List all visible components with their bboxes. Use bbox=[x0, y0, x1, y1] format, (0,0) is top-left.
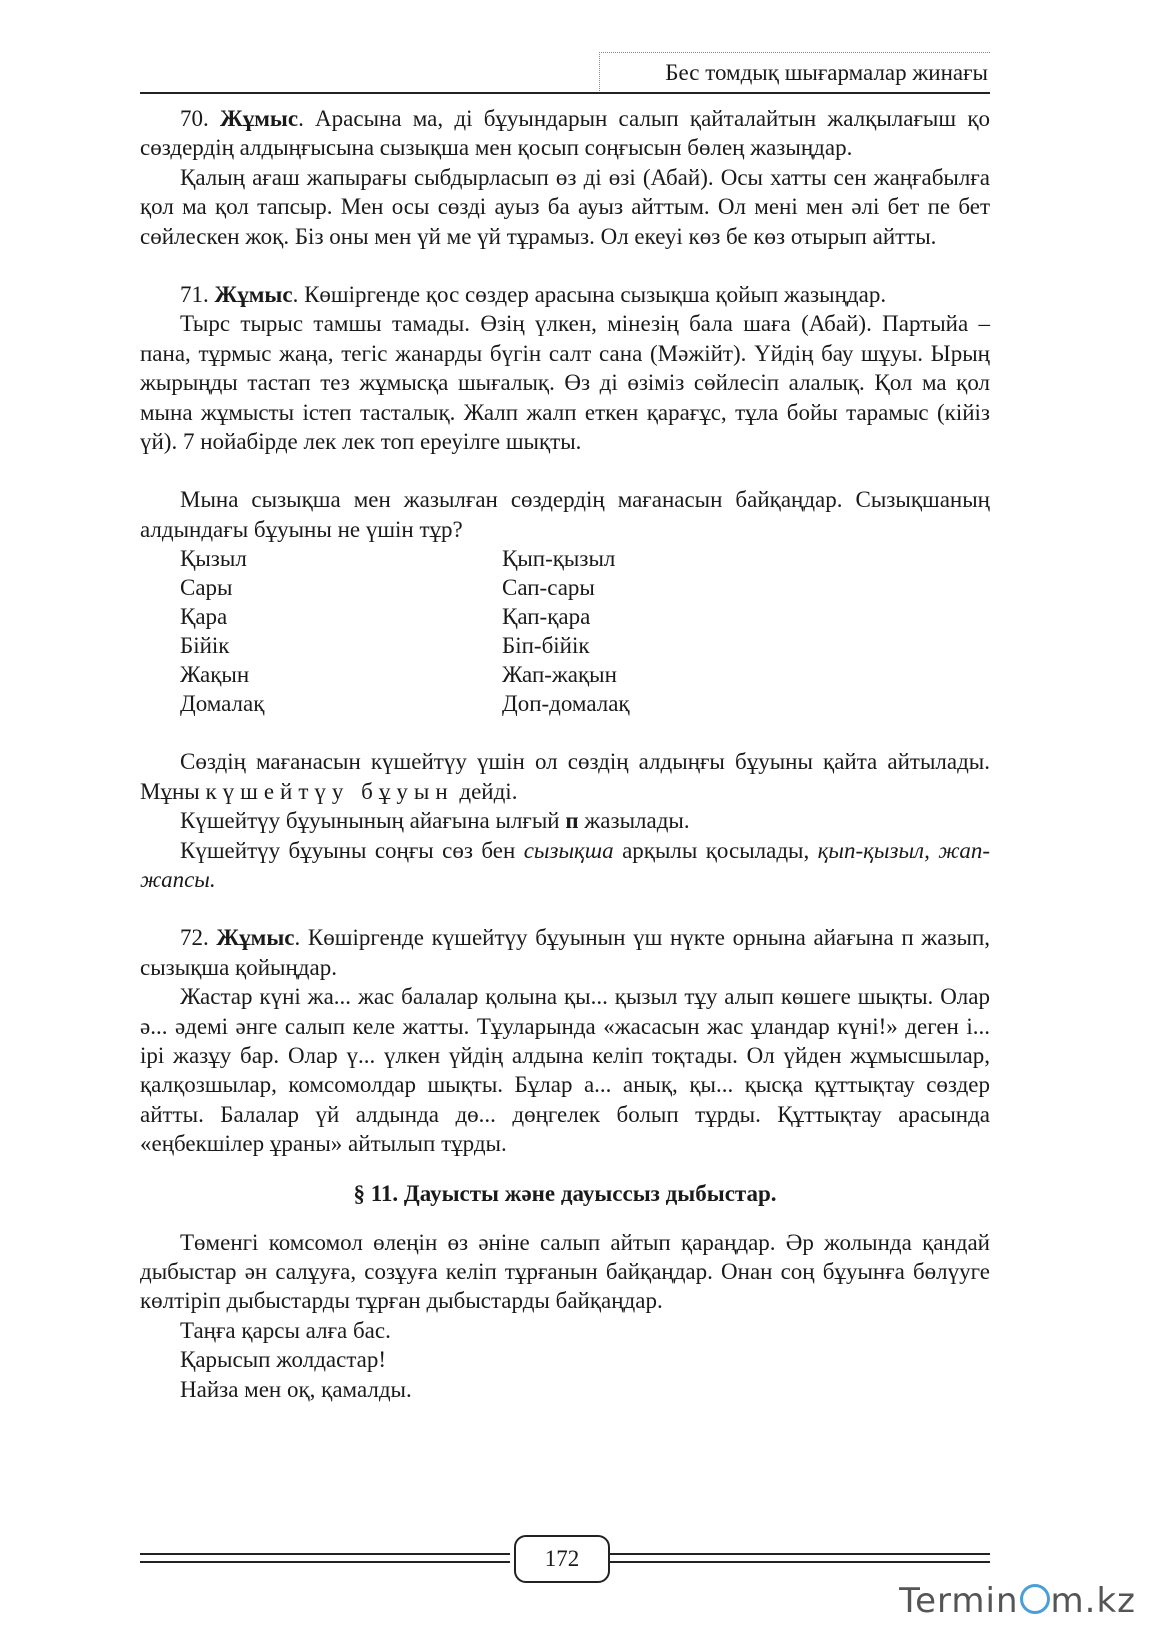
base-word: Жақын bbox=[180, 662, 250, 688]
word-pairs-list bbox=[180, 544, 990, 718]
intensified-word: Қап-қара bbox=[502, 604, 591, 630]
word-pair bbox=[180, 573, 990, 602]
question-paragraph: Мына сызықша мен жазылған сөздердің мағанасын байқаңдар. Сызықшаның алдындағы бұуыны не үшін тұр? bbox=[140, 487, 990, 542]
exercise-71-task bbox=[140, 280, 990, 309]
page-body bbox=[140, 104, 990, 1404]
footer-rule-right bbox=[608, 1553, 990, 1563]
word-pair bbox=[180, 602, 990, 631]
exercise-71-text: Тырс тырыс тамшы тамады. Өзің үлкен, мінезің бала шаға (Абай). Партыйа – пана, тұрмыс жаңа, тегіс жанарды бүгін салт сана (Мәжійт). Үйдің бау шұуы. Ырың жырыңды тастап тез жұмысқа шығалық. Өз ді өзіміз сөйлесіп алалық. Қол ма қол мына жұмысты істеп тасталық. Жалп жалп еткен қарағұс, тұла бойы тарамыс (кійіз үй). 7 нойабірде лек лек топ ереуілге шықты. bbox=[140, 311, 990, 455]
exercise-label: Жұмыс bbox=[219, 106, 299, 131]
exercise-70-task bbox=[140, 104, 990, 163]
term-spaced: күшейтүу бұуын bbox=[205, 778, 454, 804]
rule-paragraph-3: Күшейтүу бұуыны соңғы сөз бен сызықша арқылы қосылады, қып-қызыл, жап-жапсы. bbox=[140, 837, 990, 892]
page-number bbox=[514, 1535, 610, 1583]
rule-paragraph-1: Сөздің мағанасын күшейтүу үшін ол сөздің алдыңғы бұуыны қайта айтылады. Мұны күшейтүу бұуын дейді. bbox=[140, 749, 990, 804]
header-rule bbox=[140, 92, 990, 94]
intensified-word: Доп-домалақ bbox=[502, 691, 630, 717]
circle-o-icon bbox=[1020, 1584, 1050, 1614]
word-pair bbox=[180, 689, 990, 718]
running-header: Бес томдық шығармалар жинағы bbox=[665, 60, 988, 85]
intensified-word: Сап-сары bbox=[502, 575, 595, 601]
word-pair bbox=[180, 660, 990, 689]
exercise-task: . Көшіргенде күшейтүу бұуынын үш нүкте орнына айағына п жазып, сызықша қойыңдар. bbox=[140, 925, 990, 980]
word-pair bbox=[180, 631, 990, 660]
section-heading: § 11. Дауысты және дауыссыз дыбыстар. bbox=[353, 1180, 777, 1206]
poem-line: Найза мен оқ, қамалды. bbox=[180, 1376, 412, 1402]
exercise-72-text: Жастар күні жа... жас балалар қолына қы... қызыл тұу алып көшеге шықты. Олар ә... әдемі әнге салып келе жатты. Тұуларында «жасасын жас ұландар күні!» деген і... ірі жазұу бар. Олар ү... үлкен үйдің алдына келіп тоқтады. Ол үйден жұмысшылар, қалқозшылар, комсомолдар шықты. Бұлар а... анық, қы... қысқа құттықтау сөздер айтты. Балалар үй алдында дө... дөңгелек болып тұрды. Құттықтау арасында «еңбекшілер ұраны» айтылып тұрды. bbox=[140, 984, 990, 1157]
page-number-text: 172 bbox=[544, 1546, 580, 1571]
exercise-number: 72. bbox=[180, 925, 217, 951]
intensified-word: Жап-жақын bbox=[502, 662, 617, 688]
intensified-word: Қып-қызыл bbox=[502, 546, 616, 572]
poem-line: Таңға қарсы алға бас. bbox=[180, 1317, 391, 1343]
exercise-task: . Арасына ма, ді бұуындарын салып қайталайтын жалқылағыш қо сөздердің алдыңғысына сызықша мен қосып соңғысын бөлең жазыңдар. bbox=[140, 106, 991, 161]
poem-line: Қарысып жолдастар! bbox=[180, 1347, 387, 1373]
base-word: Қара bbox=[180, 604, 228, 630]
base-word: Сары bbox=[180, 575, 233, 601]
intensified-word: Біп-бійік bbox=[502, 633, 590, 659]
italic-example: қып-қызыл, жап-жапсы. bbox=[140, 837, 990, 892]
exercise-label: Жұмыс bbox=[216, 925, 295, 951]
italic-term: сызықша bbox=[523, 837, 614, 863]
base-word: Қызыл bbox=[180, 546, 247, 572]
exercise-number: 70. bbox=[180, 106, 220, 131]
bold-letter: п bbox=[565, 808, 579, 834]
base-word: Домалақ bbox=[180, 691, 265, 717]
watermark-logo: Termin m.kz bbox=[899, 1581, 1136, 1621]
exercise-72-task bbox=[140, 923, 990, 982]
base-word: Бійік bbox=[180, 633, 230, 659]
exercise-task: . Көшіргенде қос сөздер арасына сызықша қойып жазыңдар. bbox=[292, 282, 887, 308]
word-pair bbox=[180, 544, 990, 573]
exercise-number: 71. bbox=[180, 282, 215, 308]
exercise-73-text: Төменгі комсомол өлеңін өз әніне салып айтып қараңдар. Әр жолында қандай дыбыстар ән салұуға, созұуға келіп тұрғанын байқаңдар. Онан соң бұуынға бөлүуге көлтіріп дыбыстарды тұрған дыбыстарды байқаңдар. bbox=[140, 1229, 990, 1314]
exercise-label: Жұмыс bbox=[214, 282, 293, 308]
footer-rule-left bbox=[140, 1553, 510, 1563]
rule-paragraph-2: Күшейтүу бұуынының айағына ылғый п жазылады. bbox=[180, 808, 690, 834]
exercise-70-text: Қалың ағаш жапырағы сыбдырласып өз ді өзі (Абай). Осы хатты сен жаңғабылға қол ма қол тапсыр. Мен осы сөзді ауыз ба ауыз айттым. Ол мені мен әлі бет пе бет сөйлескен жоқ. Біз оны мен үй ме үй тұрамыз. Ол екеуі көз бе көз отырып айтты. bbox=[140, 164, 990, 249]
